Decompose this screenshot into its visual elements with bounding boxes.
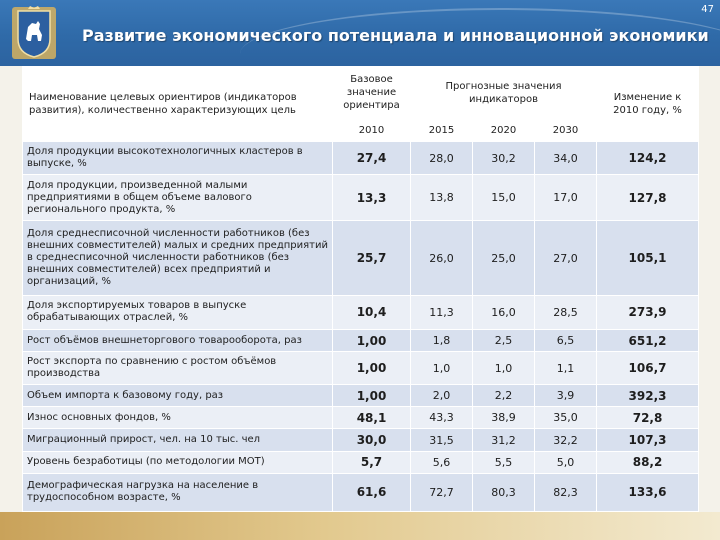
value-2015: 11,3: [411, 295, 473, 329]
page-title: Развитие экономического потенциала и инновационной экономики: [82, 26, 709, 45]
value-2020: 5,5: [473, 451, 535, 473]
table-row: [23, 175, 699, 221]
change-value: 88,2: [597, 451, 699, 473]
change-value: 105,1: [597, 221, 699, 295]
value-2020: 16,0: [473, 295, 535, 329]
value-2030: 5,0: [535, 451, 597, 473]
header-forecast: Прогнозные значения индикаторов: [411, 67, 597, 119]
value-2010: 27,4: [333, 142, 411, 175]
value-2010: 30,0: [333, 429, 411, 451]
value-2010: 13,3: [333, 175, 411, 221]
value-2020: 30,2: [473, 142, 535, 175]
value-2010: 61,6: [333, 473, 411, 511]
value-2020: 80,3: [473, 473, 535, 511]
table-row: [23, 473, 699, 511]
value-2010: 1,00: [333, 352, 411, 385]
value-2030: 17,0: [535, 175, 597, 221]
value-2020: 31,2: [473, 429, 535, 451]
value-2010: 48,1: [333, 407, 411, 429]
value-2015: 2,0: [411, 385, 473, 407]
indicator-name: Доля продукции, произведенной малыми предприятиями в общем объеме валового регионального продукта, %: [23, 175, 333, 221]
value-2010: 1,00: [333, 329, 411, 351]
indicator-name: Демографическая нагрузка на население в трудоспособном возрасте, %: [23, 473, 333, 511]
value-2030: 34,0: [535, 142, 597, 175]
change-value: 106,7: [597, 352, 699, 385]
value-2015: 26,0: [411, 221, 473, 295]
value-2020: 38,9: [473, 407, 535, 429]
change-value: 651,2: [597, 329, 699, 351]
value-2030: 3,9: [535, 385, 597, 407]
header-base: Базовое значение ориентира: [333, 67, 411, 119]
table-row: [23, 221, 699, 295]
value-2030: 32,2: [535, 429, 597, 451]
bottom-decorative-band: [0, 512, 720, 540]
value-2020: 1,0: [473, 352, 535, 385]
indicator-name: Рост объёмов внешнеторгового товарооборота, раз: [23, 329, 333, 351]
indicator-name: Объем импорта к базовому году, раз: [23, 385, 333, 407]
value-2015: 13,8: [411, 175, 473, 221]
year-2010: 2010: [333, 119, 411, 142]
value-2030: 28,5: [535, 295, 597, 329]
indicator-name: Доля экспортируемых товаров в выпуске обрабатывающих отраслей, %: [23, 295, 333, 329]
value-2010: 25,7: [333, 221, 411, 295]
year-2020: 2020: [473, 119, 535, 142]
indicator-name: Уровень безработицы (по методологии МОТ): [23, 451, 333, 473]
value-2010: 1,00: [333, 385, 411, 407]
value-2020: 2,5: [473, 329, 535, 351]
slide-header: [0, 0, 720, 66]
value-2030: 82,3: [535, 473, 597, 511]
change-value: 133,6: [597, 473, 699, 511]
indicator-name: Доля продукции высокотехнологичных кластеров в выпуске, %: [23, 142, 333, 175]
table-row: [23, 295, 699, 329]
year-2015: 2015: [411, 119, 473, 142]
value-2010: 10,4: [333, 295, 411, 329]
value-2015: 72,7: [411, 473, 473, 511]
table-row: [23, 385, 699, 407]
coat-of-arms-icon: [10, 5, 58, 61]
value-2030: 6,5: [535, 329, 597, 351]
change-value: 72,8: [597, 407, 699, 429]
change-value: 127,8: [597, 175, 699, 221]
table-row: [23, 429, 699, 451]
table-row: [23, 407, 699, 429]
header-change: Изменение к 2010 году, %: [597, 67, 699, 142]
value-2030: 27,0: [535, 221, 597, 295]
table-row: [23, 451, 699, 473]
table-row: [23, 142, 699, 175]
change-value: 392,3: [597, 385, 699, 407]
indicator-name: Рост экспорта по сравнению с ростом объёмов производства: [23, 352, 333, 385]
change-value: 273,9: [597, 295, 699, 329]
value-2015: 43,3: [411, 407, 473, 429]
indicators-table: [22, 66, 699, 512]
value-2015: 28,0: [411, 142, 473, 175]
indicator-name: Доля среднесписочной численности работников (без внешних совместителей) малых и средних предприятий в среднесписочной численности работников (без внешних совместителей) всех предприятий и организаций, %: [23, 221, 333, 295]
year-2030: 2030: [535, 119, 597, 142]
value-2030: 35,0: [535, 407, 597, 429]
value-2020: 25,0: [473, 221, 535, 295]
value-2015: 31,5: [411, 429, 473, 451]
header-indicator: Наименование целевых ориентиров (индикаторов развития), количественно характеризующих цель: [23, 67, 333, 142]
indicator-name: Миграционный прирост, чел. на 10 тыс. чел: [23, 429, 333, 451]
value-2010: 5,7: [333, 451, 411, 473]
value-2015: 1,8: [411, 329, 473, 351]
indicator-name: Износ основных фондов, %: [23, 407, 333, 429]
value-2020: 2,2: [473, 385, 535, 407]
table-row: [23, 352, 699, 385]
value-2030: 1,1: [535, 352, 597, 385]
indicators-table-wrap: [22, 66, 698, 512]
change-value: 107,3: [597, 429, 699, 451]
value-2015: 5,6: [411, 451, 473, 473]
value-2020: 15,0: [473, 175, 535, 221]
value-2015: 1,0: [411, 352, 473, 385]
table-row: [23, 329, 699, 351]
change-value: 124,2: [597, 142, 699, 175]
page-number: 47: [701, 4, 714, 15]
